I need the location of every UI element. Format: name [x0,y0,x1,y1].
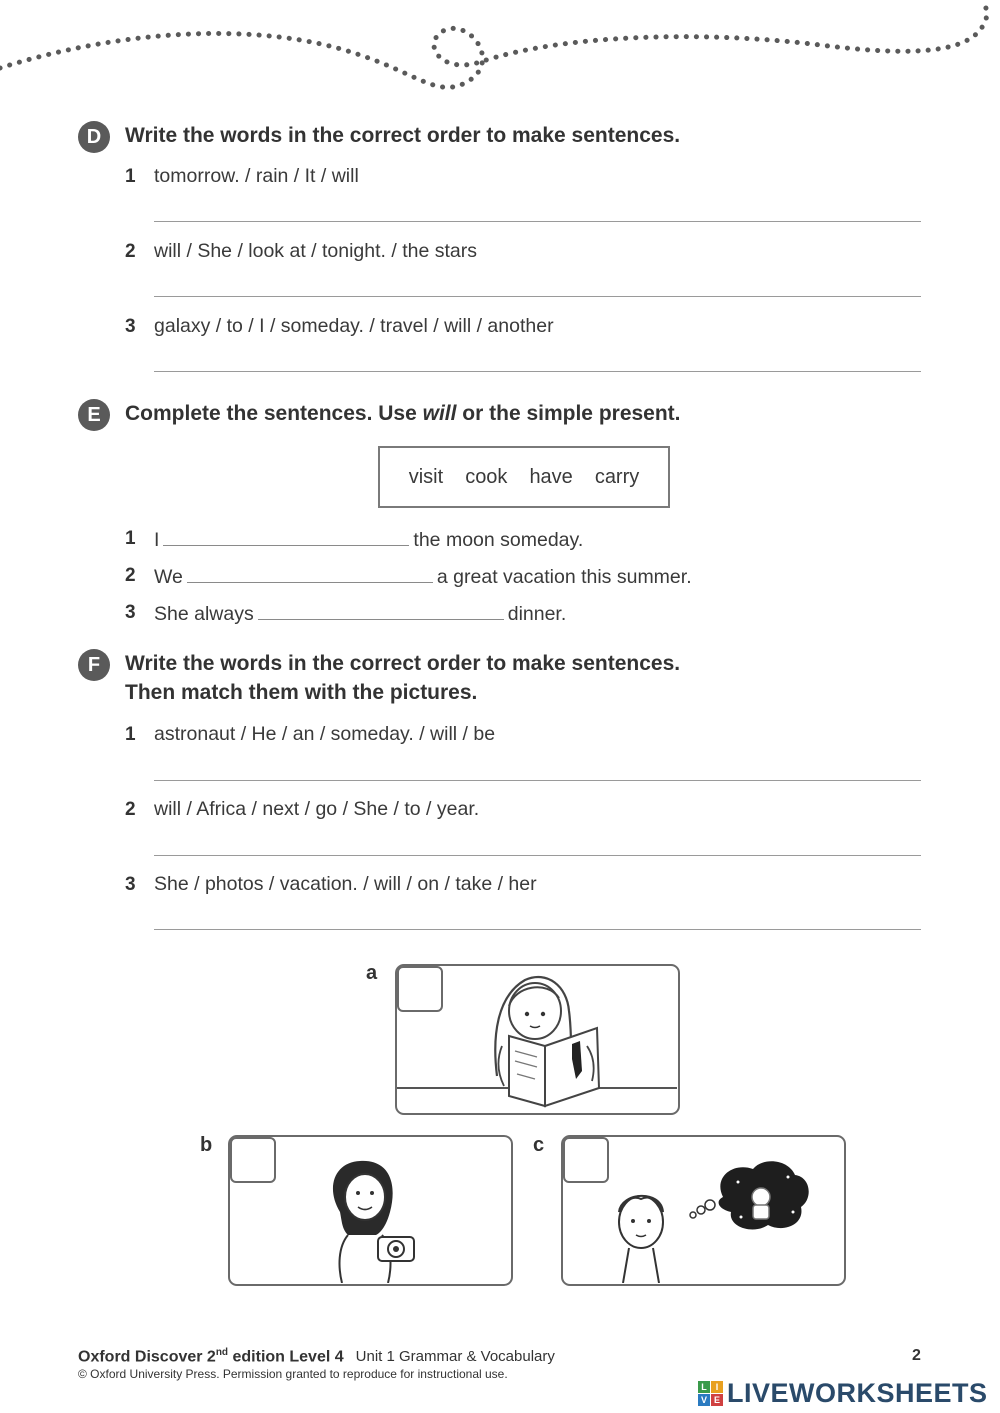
answer-line[interactable] [154,855,921,856]
course-edition-suffix: nd [215,1347,229,1358]
word-option: cook [465,465,508,488]
footer-course-title [78,1347,555,1366]
section-f-instruction-line2: Then match them with the pictures. [125,681,478,704]
word-option: have [529,465,573,488]
logo-letter-tile: E [711,1394,723,1406]
instruction-text: Complete the sentences. Use [125,402,423,425]
item-number: 1 [125,166,136,187]
sentence-end: the moon someday. [413,529,584,551]
instruction-emphasis: will [422,402,457,425]
sentence-start: We [154,566,183,588]
footer-unit: Unit 1 Grammar & Vocabulary [355,1348,555,1366]
item-number: 1 [125,528,136,549]
dotted-swirl-decoration [0,0,1000,110]
picture-b-answer-box[interactable] [230,1137,276,1183]
gap-sentence [154,564,692,589]
logo-letter-tile: I [711,1381,723,1393]
sentence-end: dinner. [507,603,567,625]
picture-c-answer-box[interactable] [563,1137,609,1183]
scrambled-prompt: tomorrow. / rain / It / will [154,165,359,187]
item-number: 3 [125,316,136,337]
word-option: carry [594,465,640,488]
item-number: 2 [125,565,136,586]
gap-fill-blank[interactable] [258,601,504,620]
picture-c-letter: c [533,1134,545,1156]
item-number: 3 [125,874,136,895]
answer-line[interactable] [154,221,921,222]
sentence-start: I [154,529,160,551]
section-d-instruction: Write the words in the correct order to make sentences. [125,124,681,147]
item-number: 1 [125,724,136,745]
liveworksheets-logo [698,1378,988,1409]
section-e-instruction [125,399,681,429]
gap-fill-blank[interactable] [187,564,433,583]
scrambled-prompt: will / She / look at / tonight. / the stars [154,240,477,262]
picture-c-frame [561,1135,846,1286]
gap-sentence [154,601,566,626]
liveworksheets-logo-icon [698,1381,723,1406]
answer-line[interactable] [154,296,921,297]
picture-b-letter: b [200,1134,213,1156]
scrambled-prompt: astronaut / He / an / someday. / will / be [154,723,496,745]
course-name: Oxford Discover 2 [78,1348,216,1366]
section-d-badge: D [78,121,110,153]
answer-line[interactable] [154,371,921,372]
logo-letter-tile: L [698,1381,710,1393]
word-box [378,446,670,508]
picture-b-frame [228,1135,513,1286]
page-number: 2 [912,1347,921,1364]
logo-letter-tile: V [698,1394,710,1406]
section-f-instruction-line1: Write the words in the correct order to make sentences. [125,652,681,675]
course-level: edition Level 4 [228,1348,344,1366]
item-number: 2 [125,799,136,820]
liveworksheets-brand: LIVEWORKSHEETS [727,1378,988,1408]
footer-copyright: © Oxford University Press. Permission granted to reproduce for instructional use. [78,1367,508,1381]
picture-a-answer-box[interactable] [397,966,443,1012]
picture-a-frame [395,964,680,1115]
item-number: 2 [125,241,136,262]
word-option: visit [408,465,444,488]
gap-sentence [154,527,583,552]
picture-a-letter: a [366,962,378,984]
instruction-text: or the simple present. [456,402,681,425]
answer-line[interactable] [154,780,921,781]
scrambled-prompt: She / photos / vacation. / will / on / take / her [154,873,537,895]
gap-fill-blank[interactable] [163,527,409,546]
sentence-start: She always [154,603,254,625]
scrambled-prompt: will / Africa / next / go / She / to / year. [154,798,480,820]
answer-line[interactable] [154,929,921,930]
item-number: 3 [125,602,136,623]
scrambled-prompt: galaxy / to / I / someday. / travel / will / another [154,315,554,337]
sentence-end: a great vacation this summer. [436,566,692,588]
section-e-badge: E [78,399,110,431]
section-f-badge: F [78,649,110,681]
